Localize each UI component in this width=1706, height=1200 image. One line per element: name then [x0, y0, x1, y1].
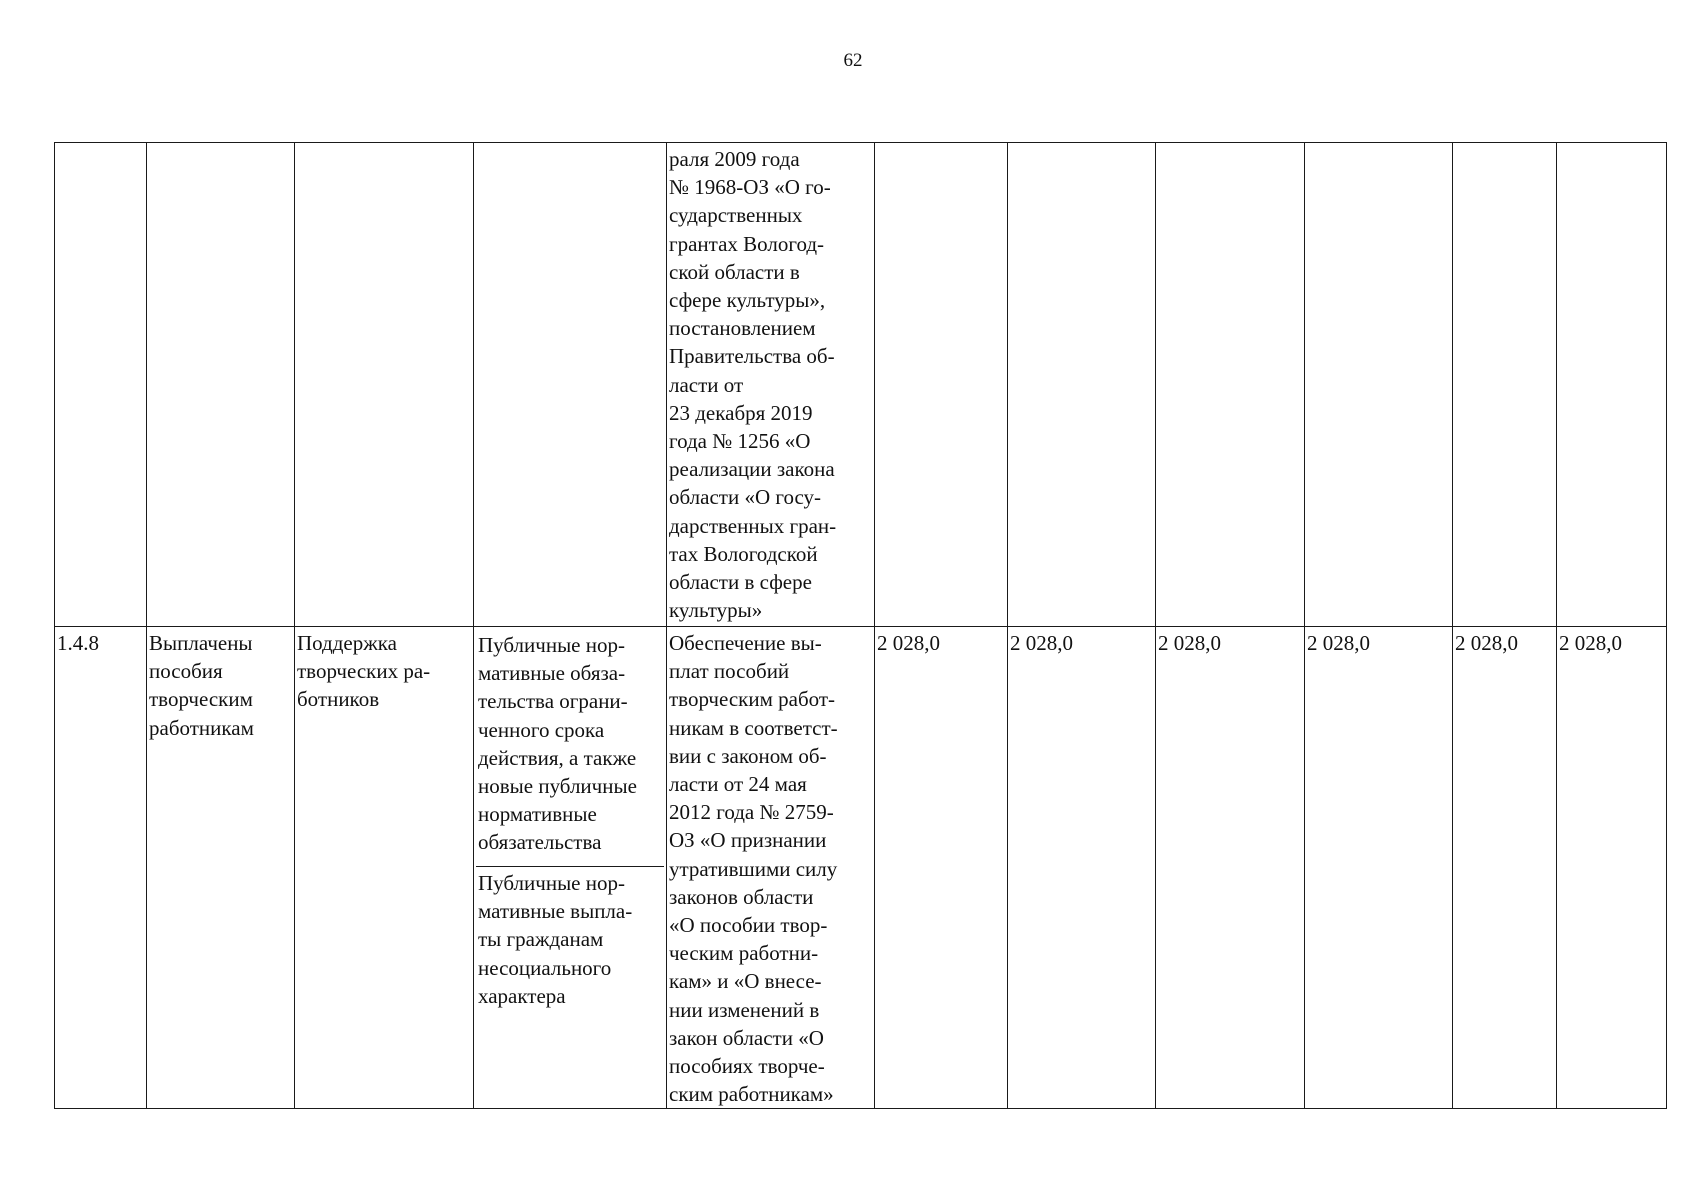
- row-number: 1.4.8: [57, 631, 99, 655]
- cell-basis: Обеспечение вы- плат пособий творческим работ- никам в соответст- вии с законом об- ласти от 24 мая 2012 года № 2759- ОЗ «О признании утратившими силу законов области «О пособии твор- ческим работни- кам» и «О внесе- нии изменений в закон области «О пособиях творче- ским работникам»: [667, 627, 875, 1109]
- cell-row-number: [55, 627, 147, 1109]
- cell-value-1: 2 028,0: [875, 627, 1008, 1109]
- cell-measure-empty: [295, 143, 474, 627]
- cell-value-empty-4: [1305, 143, 1453, 627]
- cell-number-empty: [55, 143, 147, 627]
- cell-value-3: 2 028,0: [1156, 627, 1305, 1109]
- cell-value-empty-1: [875, 143, 1008, 627]
- cell-measure: [295, 627, 474, 1109]
- cell-value-2: 2 028,0: [1008, 627, 1156, 1109]
- measure-text: Поддержка творческих ра- ботников: [297, 631, 431, 712]
- cell-value-empty-2: [1008, 143, 1156, 627]
- cell-obligation-types: [474, 627, 667, 1109]
- obligation-type-1: Публичные нор- мативные обяза- тельства ограни- ченного срока действия, а также новые публичные нормативные обязательства: [476, 629, 664, 867]
- budget-table: [54, 142, 1667, 1109]
- cell-obligation-empty: [474, 143, 667, 627]
- cell-value-empty-6: [1557, 143, 1667, 627]
- cell-result: [147, 627, 295, 1109]
- table-row-continuation: [55, 143, 1667, 627]
- cell-value-6: 2 028,0: [1557, 627, 1667, 1109]
- result-text: Выплачены пособия творческим работникам: [149, 631, 254, 740]
- cell-basis-continuation: раля 2009 года № 1968-ОЗ «О го- сударственных грантах Вологод- ской области в сфере культуры», постановлением Правительства об- ласти от 23 декабря 2019 года № 1256 «О реализации закона области «О госу- дарственных гран- тах Вологодской области в сфере культуры»: [667, 143, 875, 627]
- cell-result-empty: [147, 143, 295, 627]
- table-row-1-4-8: [55, 627, 1667, 1109]
- cell-value-empty-5: [1453, 143, 1557, 627]
- cell-value-empty-3: [1156, 143, 1305, 627]
- cell-value-4: 2 028,0: [1305, 627, 1453, 1109]
- cell-value-5: 2 028,0: [1453, 627, 1557, 1109]
- page-number: 62: [843, 50, 863, 71]
- obligation-type-2: Публичные нор- мативные выпла- ты гражданам несоциального характера: [478, 871, 633, 1008]
